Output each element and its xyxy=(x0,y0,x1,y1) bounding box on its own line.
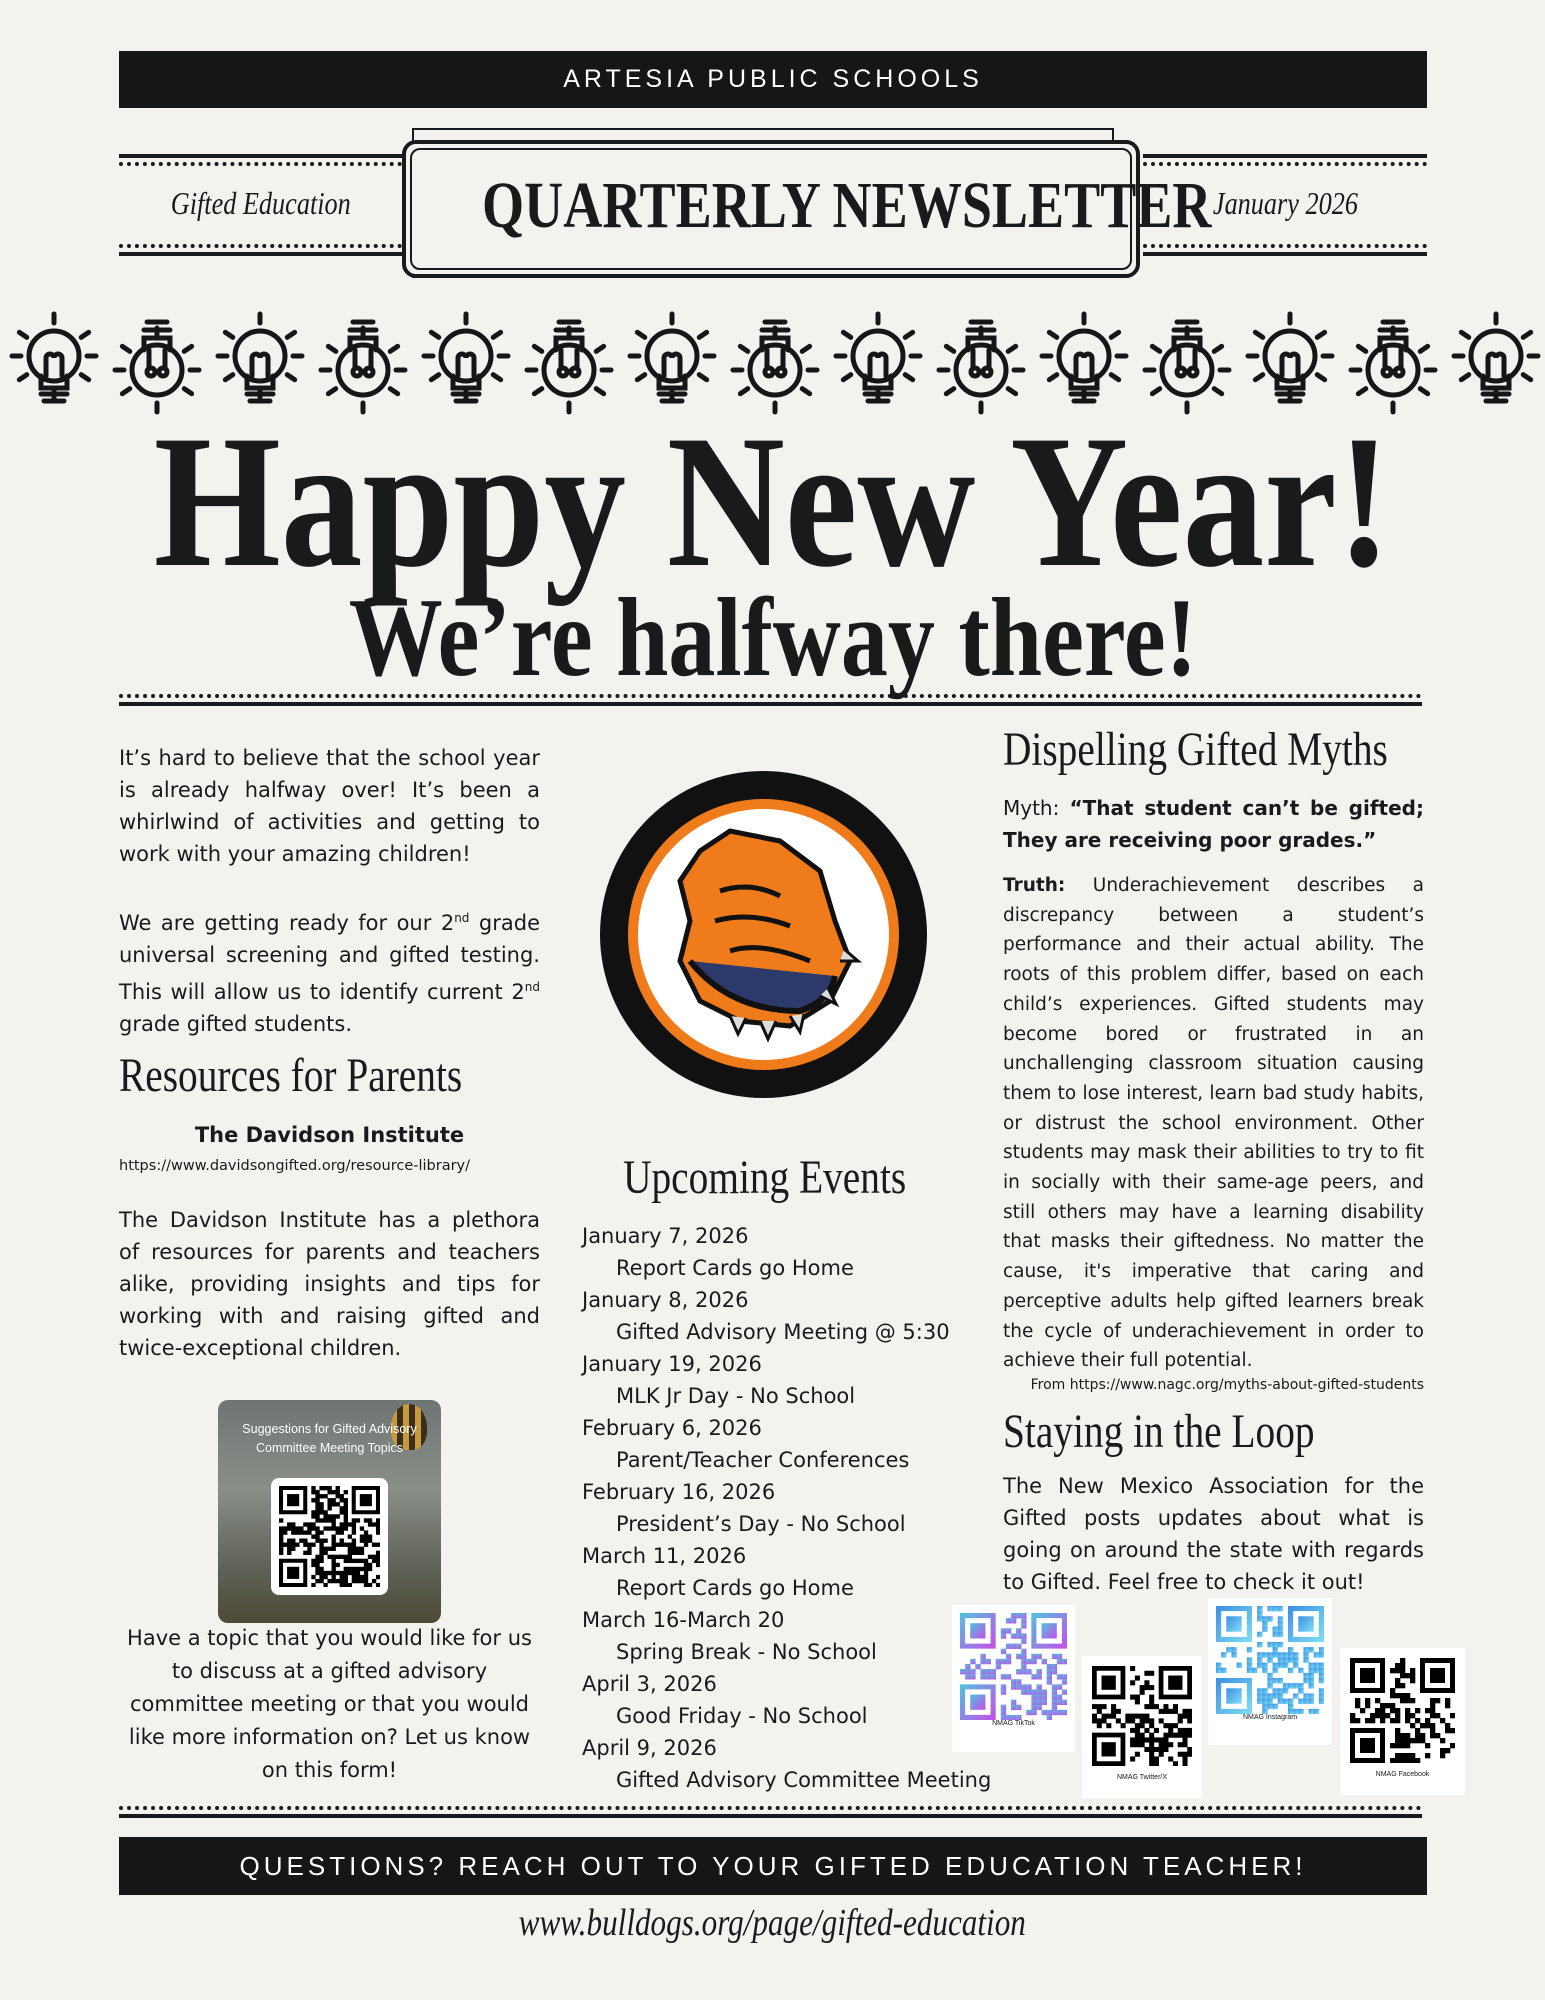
qr-caption: Have a topic that you would like for us to discuss at a gifted advisory committee meeting or that you would like more information on? Let us know on this form! xyxy=(127,1626,532,1782)
divider xyxy=(119,702,1422,706)
event-date: January 7, 2026 xyxy=(582,1224,749,1248)
event-name: MLK Jr Day - No School xyxy=(616,1384,856,1408)
divider xyxy=(1143,154,1427,158)
resource-name: The Davidson Institute xyxy=(194,1123,465,1147)
lightbulb-icon xyxy=(630,314,714,401)
event-name: Spring Break - No School xyxy=(616,1640,877,1664)
section-label: Gifted Education xyxy=(170,185,351,221)
facebook-qr[interactable]: NMAG Facebook xyxy=(1340,1648,1465,1795)
event-name: Report Cards go Home xyxy=(616,1576,854,1600)
instagram-qr[interactable]: NMAG Instagram xyxy=(1208,1598,1332,1745)
tiktok-qr[interactable]: NMAG TikTok xyxy=(952,1605,1075,1752)
event-date: April 9, 2026 xyxy=(582,1736,717,1760)
divider xyxy=(119,252,402,256)
loop-heading: Staying in the Loop xyxy=(1003,1405,1315,1458)
district-banner: ARTESIA PUBLIC SCHOOLS xyxy=(119,51,1427,108)
qr-code xyxy=(271,1478,388,1595)
qr-code-pattern xyxy=(1092,1666,1192,1766)
divider xyxy=(119,694,1422,698)
event-date: February 16, 2026 xyxy=(582,1480,776,1504)
headline: Happy New Year! xyxy=(153,397,1392,607)
contact-banner: QUESTIONS? REACH OUT TO YOUR GIFTED EDUCATION TEACHER! xyxy=(119,1837,1427,1895)
screening-paragraph: We are getting ready for our 2nd grade universal screening and gifted testing. This will allow us to identify current 2nd grade gifted students. xyxy=(119,911,540,1036)
divider xyxy=(119,1814,1422,1818)
twitter-qr[interactable]: NMAG Twitter/X xyxy=(1082,1656,1202,1798)
divider xyxy=(1143,162,1427,166)
event-date: January 8, 2026 xyxy=(582,1288,749,1312)
resource-link[interactable]: https://www.davidsongifted.org/resource-library/ xyxy=(119,1158,471,1174)
lightbulb-icon xyxy=(12,314,96,401)
lightbulb-icon xyxy=(1454,314,1538,401)
truth-paragraph: Truth: Underachievement describes a discrepancy between a student’s performance and their actual ability. The roots of this problem differ, based on each child’s experiences. Gifted students may become bored or frustrated in an unchallenging classroom situation causing them to lose interest, learn bad study habits, or distrust the school environment. Other students may mask their abilities to try to fit in socially with their same-age peers, and still others may have a learning disability that masks their giftedness. No matter the cause, it's imperative that caring and perceptive adults help gifted learners break the cycle of underachievement in order to achieve their full potential. xyxy=(1003,875,1424,1372)
newsletter-title: QUARTERLY NEWSLETTER xyxy=(482,169,1212,242)
divider xyxy=(1143,252,1427,256)
event-name: Report Cards go Home xyxy=(616,1256,854,1280)
mascot-logo xyxy=(600,771,927,1098)
divider xyxy=(119,1806,1422,1810)
event-name: President’s Day - No School xyxy=(616,1512,906,1536)
intro-paragraph: It’s hard to believe that the school year is already halfway over! It’s been a whirlwind of activities and getting to work with your amazing children! xyxy=(119,746,540,866)
event-name: Gifted Advisory Meeting @ 5:30 xyxy=(616,1320,950,1344)
source-citation: From https://www.nagc.org/myths-about-gifted-students xyxy=(1030,1377,1424,1393)
myth-statement: Myth: “That student can’t be gifted; They are receiving poor grades.” xyxy=(1003,796,1424,852)
myths-heading: Dispelling Gifted Myths xyxy=(1003,723,1388,776)
event-name: Parent/Teacher Conferences xyxy=(616,1448,910,1472)
event-date: February 6, 2026 xyxy=(582,1416,762,1440)
resources-heading: Resources for Parents xyxy=(119,1049,463,1102)
bulldog-icon xyxy=(660,811,870,1051)
qr-code-pattern xyxy=(279,1486,380,1587)
event-date: March 11, 2026 xyxy=(582,1544,747,1568)
subheadline: We’re halfway there! xyxy=(348,576,1197,700)
lightbulb-icon xyxy=(218,314,302,401)
divider xyxy=(1143,244,1427,248)
divider xyxy=(119,154,402,158)
qr-code-pattern xyxy=(960,1613,1067,1720)
issue-date: January 2026 xyxy=(1212,185,1358,221)
divider xyxy=(119,162,402,166)
lightbulb-icon xyxy=(1248,314,1332,401)
events-heading: Upcoming Events xyxy=(622,1151,907,1204)
event-date: March 16-March 20 xyxy=(582,1608,785,1632)
loop-paragraph: The New Mexico Association for the Gifted posts updates about what is going on around the state with regards to Gifted. Feel free to check it out! xyxy=(1003,1474,1424,1594)
lightbulb-icon xyxy=(1042,314,1126,401)
divider xyxy=(119,244,402,248)
events-list xyxy=(582,1220,1002,1796)
event-name: Good Friday - No School xyxy=(616,1704,868,1728)
website-link[interactable]: www.bulldogs.org/page/gifted-education xyxy=(518,1902,1027,1944)
feedback-form-qr-card[interactable] xyxy=(218,1400,441,1623)
qr-code-pattern xyxy=(1350,1658,1455,1763)
lightbulb-icon xyxy=(424,314,508,401)
event-name: Gifted Advisory Committee Meeting xyxy=(616,1768,992,1792)
lightbulb-icon xyxy=(836,314,920,401)
event-date: April 3, 2026 xyxy=(582,1672,717,1696)
qr-card-title: Suggestions for Gifted Advisory Committee Meeting Topics xyxy=(242,1422,417,1455)
qr-code-pattern xyxy=(1216,1606,1324,1714)
resource-description: The Davidson Institute has a plethora of resources for parents and teachers alike, providing insights and tips for working with and raising gifted and twice-exceptional children. xyxy=(119,1208,540,1360)
event-date: January 19, 2026 xyxy=(582,1352,762,1376)
